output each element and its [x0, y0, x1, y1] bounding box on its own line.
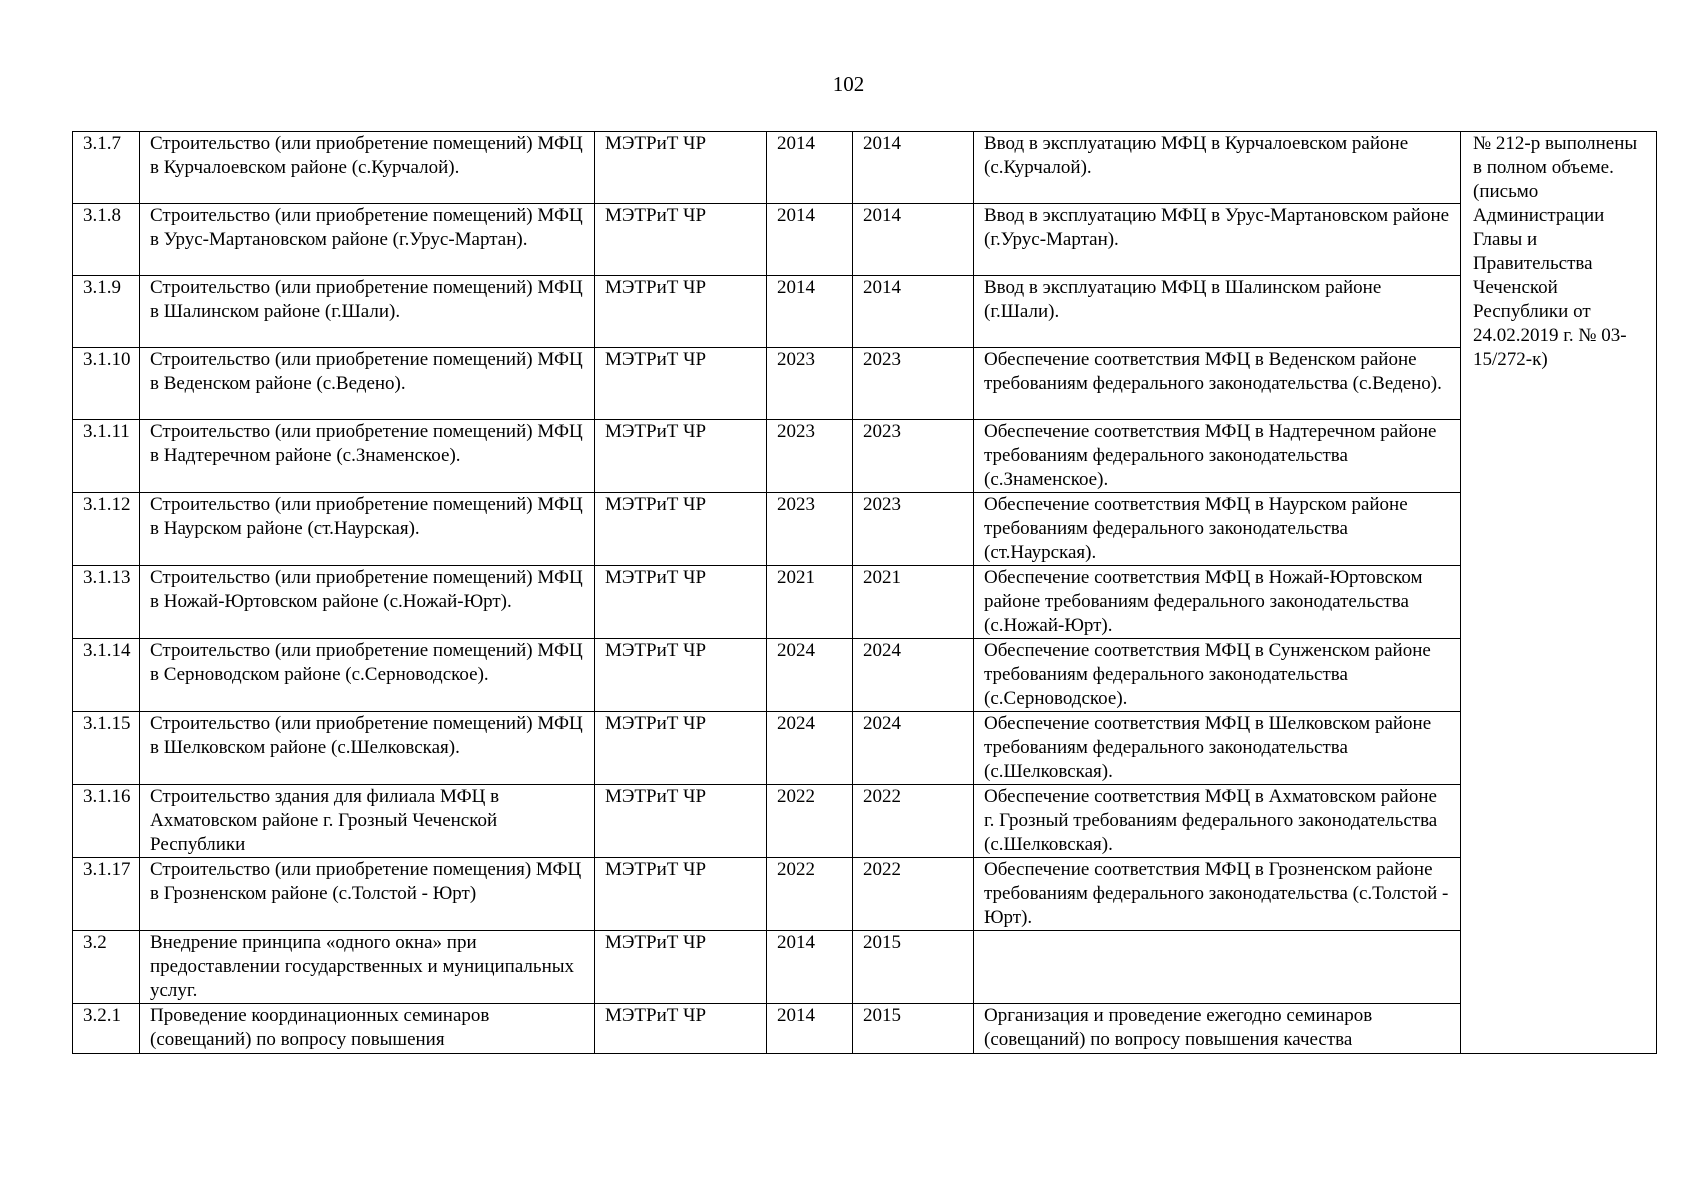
item-number-cell: 3.1.7 — [73, 132, 140, 204]
item-number-cell: 3.1.14 — [73, 639, 140, 712]
end-year-cell: 2015 — [853, 1004, 974, 1054]
start-year-cell: 2022 — [767, 785, 853, 858]
executor-cell: МЭТРиТ ЧР — [595, 712, 767, 785]
measure-name-cell: Строительство (или приобретение помещений) МФЦ в Веденском районе (с.Ведено). — [140, 348, 595, 420]
table-body — [73, 132, 1657, 1054]
start-year-cell: 2014 — [767, 132, 853, 204]
expected-result-cell: Обеспечение соответствия МФЦ в Веденском районе требованиям федерального законодательства (с.Ведено). — [974, 348, 1461, 420]
item-number-cell: 3.1.12 — [73, 493, 140, 566]
measure-name-cell: Строительство здания для филиала МФЦ в Ахматовском районе г. Грозный Чеченской Республики — [140, 785, 595, 858]
measure-name-cell: Строительство (или приобретение помещений) МФЦ в Надтеречном районе (с.Знаменское). — [140, 420, 595, 493]
table-row — [73, 931, 1657, 1004]
executor-cell: МЭТРиТ ЧР — [595, 639, 767, 712]
measure-name-cell: Строительство (или приобретение помещений) МФЦ в Ножай-Юртовском районе (с.Ножай-Юрт). — [140, 566, 595, 639]
executor-cell: МЭТРиТ ЧР — [595, 348, 767, 420]
table-row — [73, 1004, 1657, 1054]
start-year-cell: 2014 — [767, 1004, 853, 1054]
executor-cell: МЭТРиТ ЧР — [595, 276, 767, 348]
executor-cell: МЭТРиТ ЧР — [595, 931, 767, 1004]
executor-cell: МЭТРиТ ЧР — [595, 1004, 767, 1054]
end-year-cell: 2023 — [853, 420, 974, 493]
end-year-cell: 2024 — [853, 712, 974, 785]
expected-result-cell: Ввод в эксплуатацию МФЦ в Курчалоевском районе (с.Курчалой). — [974, 132, 1461, 204]
executor-cell: МЭТРиТ ЧР — [595, 204, 767, 276]
start-year-cell: 2014 — [767, 276, 853, 348]
measure-name-cell: Проведение координационных семинаров (совещаний) по вопросу повышения — [140, 1004, 595, 1054]
executor-cell: МЭТРиТ ЧР — [595, 420, 767, 493]
table-row — [73, 712, 1657, 785]
item-number-cell: 3.1.16 — [73, 785, 140, 858]
expected-result-cell: Обеспечение соответствия МФЦ в Сунженском районе требованиям федерального законодательства (с.Серноводское). — [974, 639, 1461, 712]
program-measures-table — [72, 131, 1657, 1054]
item-number-cell: 3.2 — [73, 931, 140, 1004]
start-year-cell: 2023 — [767, 493, 853, 566]
end-year-cell: 2023 — [853, 348, 974, 420]
measure-name-cell: Строительство (или приобретение помещения) МФЦ в Грозненском районе (с.Толстой - Юрт) — [140, 858, 595, 931]
table-row — [73, 276, 1657, 348]
item-number-cell: 3.1.8 — [73, 204, 140, 276]
measure-name-cell: Строительство (или приобретение помещений) МФЦ в Наурском районе (ст.Наурская). — [140, 493, 595, 566]
measure-name-cell: Строительство (или приобретение помещений) МФЦ в Серноводском районе (с.Серноводское). — [140, 639, 595, 712]
table-row — [73, 493, 1657, 566]
item-number-cell: 3.1.17 — [73, 858, 140, 931]
end-year-cell: 2014 — [853, 204, 974, 276]
executor-cell: МЭТРиТ ЧР — [595, 132, 767, 204]
expected-result-cell: Обеспечение соответствия МФЦ в Ножай-Юртовском районе требованиям федерального законодательства (с.Ножай-Юрт). — [974, 566, 1461, 639]
expected-result-cell: Организация и проведение ежегодно семинаров (совещаний) по вопросу повышения качества — [974, 1004, 1461, 1054]
expected-result-cell: Обеспечение соответствия МФЦ в Грозненском районе требованиям федерального законодательства (с.Толстой - Юрт). — [974, 858, 1461, 931]
measure-name-cell: Строительство (или приобретение помещений) МФЦ в Курчалоевском районе (с.Курчалой). — [140, 132, 595, 204]
start-year-cell: 2021 — [767, 566, 853, 639]
end-year-cell: 2022 — [853, 785, 974, 858]
start-year-cell: 2024 — [767, 639, 853, 712]
table-row — [73, 639, 1657, 712]
measure-name-cell: Строительство (или приобретение помещений) МФЦ в Шалинском районе (г.Шали). — [140, 276, 595, 348]
expected-result-cell: Обеспечение соответствия МФЦ в Наурском районе требованиям федерального законодательства (ст.Наурская). — [974, 493, 1461, 566]
executor-cell: МЭТРиТ ЧР — [595, 785, 767, 858]
table-row — [73, 566, 1657, 639]
start-year-cell: 2014 — [767, 931, 853, 1004]
item-number-cell: 3.2.1 — [73, 1004, 140, 1054]
item-number-cell: 3.1.13 — [73, 566, 140, 639]
expected-result-cell: Ввод в эксплуатацию МФЦ в Урус-Мартановском районе (г.Урус-Мартан). — [974, 204, 1461, 276]
item-number-cell: 3.1.10 — [73, 348, 140, 420]
table-row — [73, 204, 1657, 276]
table-row — [73, 132, 1657, 204]
measure-name-cell: Строительство (или приобретение помещений) МФЦ в Шелковском районе (с.Шелковская). — [140, 712, 595, 785]
item-number-cell: 3.1.15 — [73, 712, 140, 785]
end-year-cell: 2014 — [853, 276, 974, 348]
start-year-cell: 2014 — [767, 204, 853, 276]
executor-cell: МЭТРиТ ЧР — [595, 858, 767, 931]
end-year-cell: 2023 — [853, 493, 974, 566]
expected-result-cell — [974, 931, 1461, 1004]
executor-cell: МЭТРиТ ЧР — [595, 566, 767, 639]
start-year-cell: 2024 — [767, 712, 853, 785]
expected-result-cell: Обеспечение соответствия МФЦ в Ахматовском районе г. Грозный требованиям федерального законодательства (с.Шелковская). — [974, 785, 1461, 858]
table-row — [73, 858, 1657, 931]
table-row — [73, 785, 1657, 858]
start-year-cell: 2022 — [767, 858, 853, 931]
end-year-cell: 2022 — [853, 858, 974, 931]
end-year-cell: 2015 — [853, 931, 974, 1004]
page-number: 102 — [832, 72, 865, 96]
item-number-cell: 3.1.9 — [73, 276, 140, 348]
table-row — [73, 348, 1657, 420]
expected-result-cell: Обеспечение соответствия МФЦ в Шелковском районе требованиям федерального законодательства (с.Шелковская). — [974, 712, 1461, 785]
executor-cell: МЭТРиТ ЧР — [595, 493, 767, 566]
measure-name-cell: Строительство (или приобретение помещений) МФЦ в Урус-Мартановском районе (г.Урус-Мартан). — [140, 204, 595, 276]
table-row — [73, 420, 1657, 493]
expected-result-cell: Обеспечение соответствия МФЦ в Надтеречном районе требованиям федерального законодательства (с.Знаменское). — [974, 420, 1461, 493]
note-cell: № 212-р выполнены в полном объеме. (письмо Администрации Главы и Правительства Чеченской Республики от 24.02.2019 г. № 03-15/272-к) — [1461, 132, 1657, 1054]
start-year-cell: 2023 — [767, 348, 853, 420]
item-number-cell: 3.1.11 — [73, 420, 140, 493]
end-year-cell: 2021 — [853, 566, 974, 639]
expected-result-cell: Ввод в эксплуатацию МФЦ в Шалинском районе (г.Шали). — [974, 276, 1461, 348]
end-year-cell: 2024 — [853, 639, 974, 712]
measure-name-cell: Внедрение принципа «одного окна» при предоставлении государственных и муниципальных услуг. — [140, 931, 595, 1004]
end-year-cell: 2014 — [853, 132, 974, 204]
start-year-cell: 2023 — [767, 420, 853, 493]
